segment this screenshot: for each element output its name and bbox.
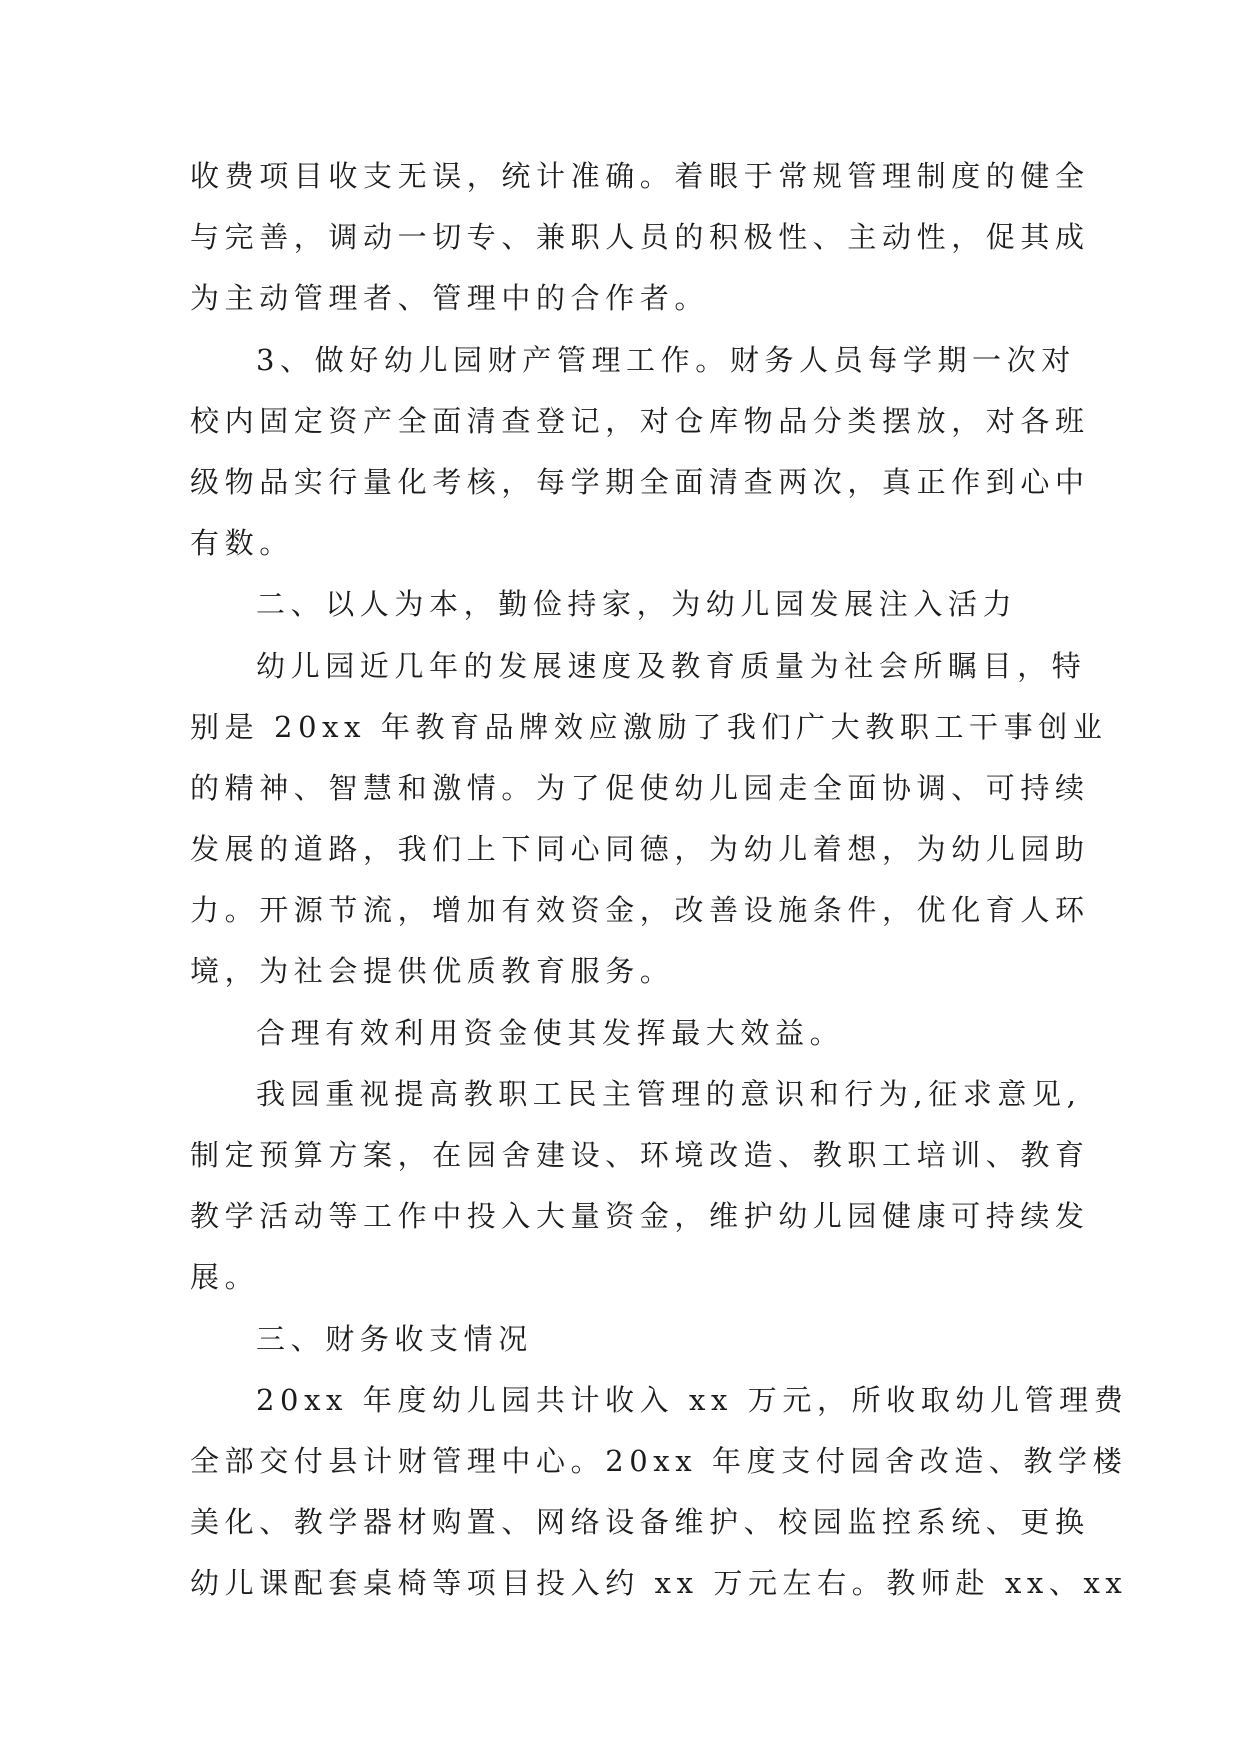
text-line: 与完善，调动一切专、兼职人员的积极性、主动性，促其成	[190, 220, 1090, 255]
text-line: 校内固定资产全面清查登记，对仓库物品分类摆放，对各班	[190, 403, 1090, 438]
text-line: 展。	[190, 1260, 260, 1295]
document-body	[190, 146, 1129, 1615]
text-line: 幼儿课配套桌椅等项目投入约 xx 万元左右。教师赴 xx、xx	[190, 1566, 1128, 1601]
text-line: 的精神、智慧和激情。为了促使幼儿园走全面协调、可持续	[190, 770, 1090, 805]
text-line: 别是 20xx 年教育品牌效应激励了我们广大教职工干事创业	[190, 709, 1108, 744]
text-line: 发展的道路，我们上下同心同德，为幼儿着想，为幼儿园助	[190, 832, 1090, 867]
text-line: 境，为社会提供优质教育服务。	[190, 954, 675, 989]
text-line: 全部交付县计财管理中心。20xx 年度支付园舍改造、教学楼	[190, 1443, 1128, 1478]
text-line: 制定预算方案，在园舍建设、环境改造、教职工培训、教育	[190, 1138, 1090, 1172]
paragraph-first-line: 3、做好幼儿园财产管理工作。财务人员每学期一次对	[256, 342, 1076, 377]
text-line: 美化、教学器材购置、网络设备维护、校园监控系统、更换	[190, 1505, 1090, 1540]
text-line: 收费项目收支无误，统计准确。着眼于常规管理制度的健全	[190, 159, 1090, 193]
paragraph-first-line: 20xx 年度幼儿园共计收入 xx 万元，所收取幼儿管理费	[256, 1382, 1129, 1417]
paragraph-first-line: 我园重视提高教职工民主管理的意识和行为,征求意见,	[256, 1076, 1082, 1111]
text-line: 有数。	[190, 526, 294, 561]
text-line: 教学活动等工作中投入大量资金，维护幼儿园健康可持续发	[190, 1199, 1090, 1234]
section-heading: 二、以人为本，勤俭持家，为幼儿园发展注入活力	[256, 587, 1018, 622]
text-line: 力。开源节流，增加有效资金，改善设施条件，优化育人环	[190, 893, 1090, 928]
section-heading: 三、财务收支情况	[256, 1321, 533, 1356]
text-line: 为主动管理者、管理中的合作者。	[190, 281, 710, 316]
text-line: 级物品实行量化考核，每学期全面清查两次，真正作到心中	[190, 464, 1090, 499]
paragraph-first-line: 合理有效利用资金使其发挥最大效益。	[256, 1015, 845, 1050]
paragraph-first-line: 幼儿园近几年的发展速度及教育质量为社会所瞩目，特	[256, 648, 1087, 683]
